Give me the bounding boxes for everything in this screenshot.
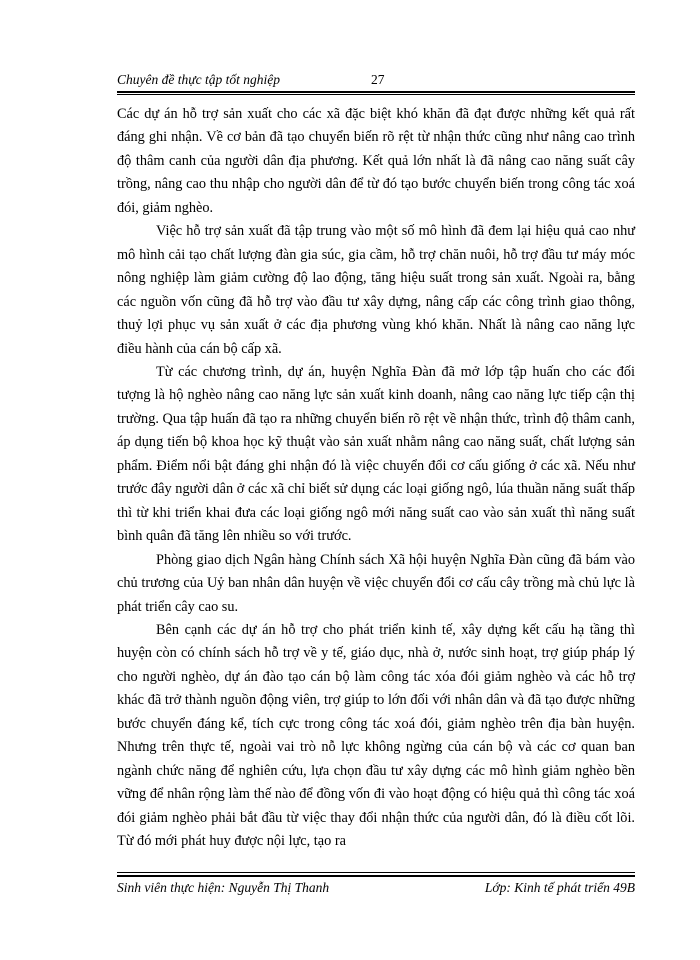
- paragraph-4: Phòng giao dịch Ngân hàng Chính sách Xã hội huyện Nghĩa Đàn cũng đã bám vào chủ trương của Uỷ ban nhân dân huyện về việc chuyển đổi cơ cấu cây trồng mà chủ lực là phát triển cây cao su.: [117, 551, 635, 615]
- paragraph-2: Việc hỗ trợ sản xuất đã tập trung vào một số mô hình đã đem lại hiệu quả cao như mô hình cải tạo chất lượng đàn gia súc, gia cầm, hỗ trợ chăn nuôi, hỗ trợ đầu tư máy móc nông nghiệp làm giảm cường độ lao động, tăng hiệu suất trong sản xuất. Ngoài ra, bằng các nguồn vốn cũng đã hỗ trợ vào đầu tư xây dựng, nâng cấp các công trình giao thông, thuỷ lợi phục vụ sản xuất ở các địa phương vùng khó khăn. Nhất là nâng cao năng lực điều hành của cán bộ cấp xã.: [117, 223, 635, 357]
- paragraph-5: Bên cạnh các dự án hỗ trợ cho phát triển kinh tế, xây dựng kết cấu hạ tầng thì huyện còn có chính sách hỗ trợ về y tế, giáo dục, nhà ở, nước sinh hoạt, trợ giúp pháp lý cho người nghèo, dự án đào tạo cán bộ làm công tác xóa đói giảm nghèo và các hỗ trợ khác đã trở thành nguồn động viên, trợ giúp to lớn đối với nhân dân và đã tạo được những bước chuyển đáng kể, tích cực trong công tác xoá đói, giảm nghèo trên địa bàn huyện. Nhưng trên thực tế, ngoài vai trò nỗ lực không ngừng của cán bộ và các cơ quan ban ngành chức năng để nghiên cứu, lựa chọn đầu tư xây dựng các mô hình giảm nghèo bền vững để nhân rộng làm thế nào để đồng vốn đi vào hoạt động có hiệu quả thì công tác xoá đói giảm nghèo phải bắt đầu từ việc thay đổi nhận thức của người dân, đó là điều cốt lõi. Từ đó mới phát huy được nội lực, tạo ra: [117, 621, 635, 850]
- body-text: [117, 103, 635, 854]
- paragraph-3: Từ các chương trình, dự án, huyện Nghĩa Đàn đã mở lớp tập huấn cho các đối tượng là hộ nghèo nâng cao năng lực sản xuất kinh doanh, nâng cao năng lực tiếp cận thị trường. Qua tập huấn đã tạo ra những chuyển biến rõ rệt về nhận thức, trình độ thâm canh, áp dụng tiến bộ khoa học kỹ thuật vào sản xuất nhằm nâng cao năng suất, chất lượng sản phẩm. Điểm nổi bật đáng ghi nhận đó là việc chuyển đổi cơ cấu giống ở các xã. Nếu như trước đây người dân ở các xã chỉ biết sử dụng các loại giống ngô, lúa thuần năng suất thấp thì từ khi triển khai đưa các loại giống ngô mới năng suất cao vào sản xuất thì năng suất bình quân đã tăng lên nhiều so với trước.: [117, 363, 635, 545]
- footer-class: Lớp: Kinh tế phát triển 49B: [484, 880, 635, 895]
- page-header: [117, 70, 635, 90]
- footer-rule-thin: [117, 872, 635, 873]
- paragraph-1: Các dự án hỗ trợ sản xuất cho các xã đặc biệt khó khăn đã đạt được những kết quả rất đáng ghi nhận. Về cơ bản đã tạo chuyển biến rõ rệt từ nhận thức cũng như nâng cao trình độ thâm canh của người dân địa phương. Kết quả lớn nhất là đã nâng cao năng suất cây trồng, nâng cao thu nhập cho người dân để từ đó tạo bước chuyển biến trong công tác xoá đói, giảm nghèo.: [117, 106, 635, 216]
- page-footer: [117, 880, 635, 902]
- header-rule-thick: [117, 91, 635, 93]
- page-number: 27: [371, 72, 385, 87]
- footer-student: Sinh viên thực hiện: Nguyễn Thị Thanh: [117, 880, 330, 895]
- header-rule-thin: [117, 94, 635, 95]
- header-title: Chuyên đề thực tập tốt nghiệp: [117, 72, 280, 87]
- footer-rule-thick: [117, 875, 635, 877]
